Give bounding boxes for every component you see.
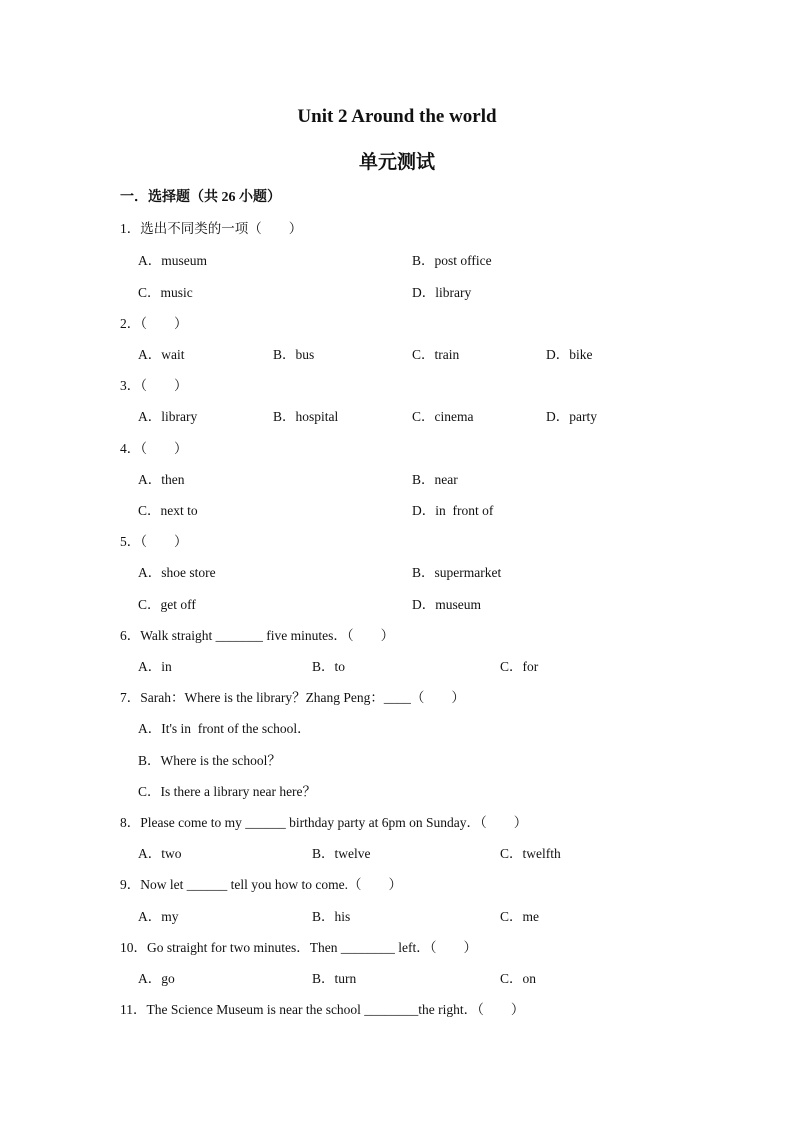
question-6-option-a: A．in <box>138 659 172 674</box>
question-10-option-b: B．turn <box>312 971 357 986</box>
question-2-stem: 2．（ ） <box>120 316 188 331</box>
question-2-option-a: A．wait <box>138 347 185 362</box>
question-9-stem: 9．Now let ______ tell you how to come.（ ） <box>120 877 402 892</box>
question-1-option-d: D．library <box>412 285 472 300</box>
question-5-option-b: B．supermarket <box>412 565 502 580</box>
question-1-option-b: B．post office <box>412 253 492 268</box>
document-title: Unit 2 Around the world <box>297 106 497 127</box>
question-5-option-d: D．museum <box>412 597 481 612</box>
question-5-option-c: C．get off <box>138 597 196 612</box>
question-7-option-a: A．It's in front of the school． <box>138 721 311 736</box>
question-10-stem: 10．Go straight for two minutes．Then ________ left．（ ） <box>120 940 477 955</box>
question-2-option-b: B．bus <box>273 347 315 362</box>
question-8-option-c: C．twelfth <box>500 846 561 861</box>
question-4-option-d: D．in front of <box>412 503 494 518</box>
question-3-option-c: C．cinema <box>412 409 474 424</box>
question-9-option-a: A．my <box>138 909 179 924</box>
question-11-stem: 11．The Science Museum is near the school ________the right．（ ） <box>120 1002 525 1017</box>
question-3-stem: 3．（ ） <box>120 378 188 393</box>
question-3-option-b: B．hospital <box>273 409 339 424</box>
question-4-option-b: B．near <box>412 472 458 487</box>
question-6-option-b: B．to <box>312 659 346 674</box>
question-10-option-c: C．on <box>500 971 537 986</box>
question-1-stem: 1．选出不同类的一项（ ） <box>120 221 303 236</box>
question-4-stem: 4．（ ） <box>120 441 188 456</box>
question-5-stem: 5．（ ） <box>120 534 188 549</box>
question-10-option-a: A．go <box>138 971 175 986</box>
question-7-option-b: B．Where is the school？ <box>138 753 281 768</box>
question-6-stem: 6．Walk straight _______ five minutes．（ ） <box>120 628 395 643</box>
question-7-stem: 7．Sarah：Where is the library？Zhang Peng：____（ ） <box>120 690 465 705</box>
question-3-option-d: D．party <box>546 409 597 424</box>
question-4-option-a: A．then <box>138 472 185 487</box>
question-7-option-c: C．Is there a library near here？ <box>138 784 317 799</box>
question-1-option-c: C．music <box>138 285 193 300</box>
question-6-option-c: C．for <box>500 659 539 674</box>
question-8-stem: 8．Please come to my ______ birthday party at 6pm on Sunday．（ ） <box>120 815 528 830</box>
question-8-option-a: A．two <box>138 846 182 861</box>
question-3-option-a: A．library <box>138 409 198 424</box>
question-8-option-b: B．twelve <box>312 846 371 861</box>
question-2-option-c: C．train <box>412 347 460 362</box>
question-1-option-a: A．museum <box>138 253 207 268</box>
question-9-option-c: C．me <box>500 909 539 924</box>
question-5-option-a: A．shoe store <box>138 565 216 580</box>
question-4-option-c: C．next to <box>138 503 198 518</box>
document-subtitle: 单元测试 <box>358 152 435 173</box>
section-heading: 一．选择题（共 26 小题） <box>120 190 281 205</box>
question-2-option-d: D．bike <box>546 347 593 362</box>
question-9-option-b: B．his <box>312 909 351 924</box>
